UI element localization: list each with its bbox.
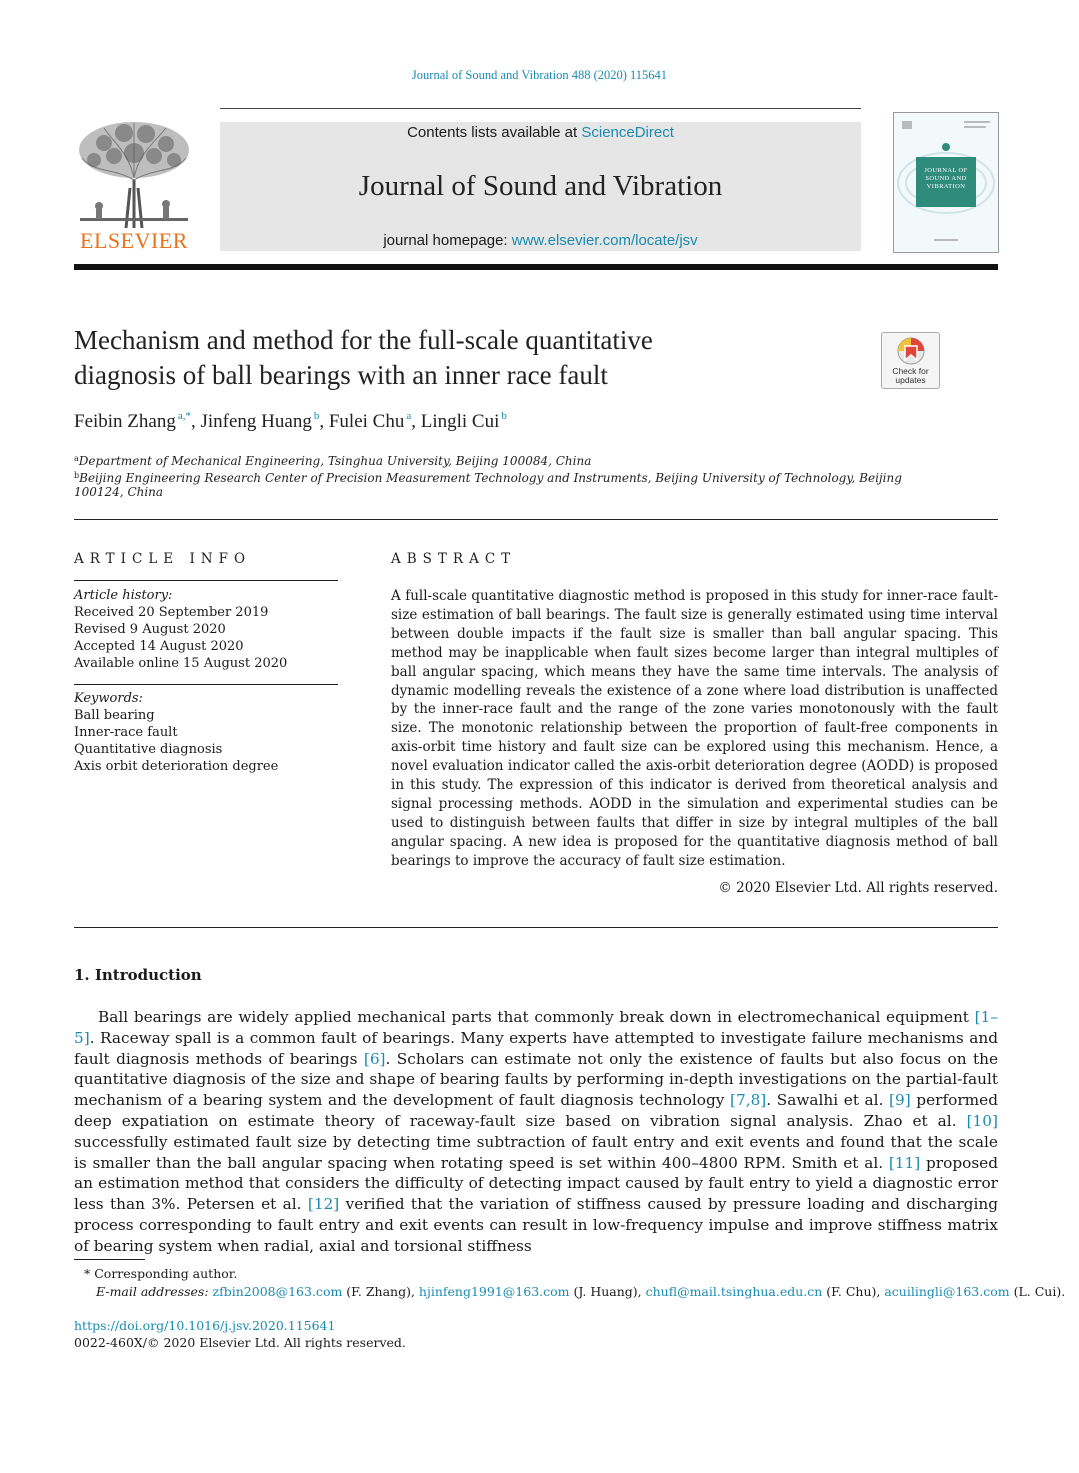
crossmark-line-2: updates [895, 375, 926, 385]
author[interactable]: Feibin Zhang $^{a,*}$ [74, 410, 191, 432]
citation-link[interactable]: [1–5] [74, 1008, 998, 1047]
article-info-heading: ARTICLE INFO [74, 551, 252, 567]
email-addresses [96, 1284, 1065, 1299]
intro-text-run: performed deep expatiation on estimate theory of raceway-fault size based on vibration signal analysis. Zhao et al. [74, 1091, 998, 1130]
keywords [74, 690, 278, 775]
intro-text-run: proposed an estimation method that considers the difficulty of detecting impact caused by fault entry to yield a diagnostic error less than 3%. Petersen et al. [74, 1153, 999, 1214]
keywords-label: Keywords: [74, 691, 143, 706]
affil-mark: a [74, 454, 79, 463]
elsevier-logo [74, 118, 194, 254]
title-line-2: diagnosis of ball bearings with an inner race fault [74, 360, 608, 390]
issn-copyright: 0022-460X/© 2020 Elsevier Ltd. All rights reserved. [74, 1335, 406, 1350]
journal-cover-thumbnail[interactable] [893, 112, 999, 253]
email-owner: (F. Chu), [822, 1284, 885, 1299]
citation-link[interactable]: [6] [363, 1049, 386, 1068]
footnote-rule [74, 1259, 145, 1260]
crossmark-line-1: Check for [892, 366, 929, 376]
history-label: Article history: [74, 588, 173, 603]
article-info-rule [74, 580, 338, 581]
paper-title [74, 323, 834, 393]
top-rule [220, 108, 861, 109]
citation-link[interactable]: [11] [888, 1153, 921, 1172]
affil-text: Department of Mechanical Engineering, Tsinghua University, Beijing 100084, China [78, 454, 592, 468]
author-affil-mark[interactable]: b [501, 410, 507, 422]
history-received: Received 20 September 2019 [74, 605, 269, 620]
keyword-item: Quantitative diagnosis [74, 742, 223, 757]
journal-name: Journal of Sound and Vibration [358, 170, 723, 202]
email-owner: (J. Huang), [569, 1284, 646, 1299]
intro-text-run: Ball bearings are widely applied mechanical parts that commonly break down in electromechanical equipment [98, 1008, 975, 1026]
intro-text-run: . Scholars can estimate not only the existence of faults but also focus on the quantitative diagnosis of the size and shape of bearing faults by performing in-depth investigations on the partial-fault mechanism of a bearing system and the development of fault diagnosis technology [74, 1049, 998, 1110]
intro-text-run: . Sawalhi et al. [766, 1091, 890, 1110]
affil-mark: b [74, 471, 80, 480]
intro-text-run: . Raceway spall is a common fault of bearings. Many experts have attempted to investigate failure mechanisms and fault diagnosis methods of bearings [74, 1028, 998, 1068]
affiliation-b-cont [74, 484, 163, 501]
citation-link[interactable]: [10] [966, 1111, 998, 1130]
header-thick-rule [74, 264, 998, 270]
intro-text-run: verified that the variation of stiffness caused by pressure loading and discharging process corresponding to fault entry and exit events can result in low-frequency impulse and improve stiffness matrix of bearing system when radial, axial and torsional stiffness [74, 1195, 998, 1255]
crossmark-icon [896, 336, 926, 366]
keyword-item: Inner-race fault [74, 725, 178, 740]
intro-heading: 1. Introduction [74, 966, 202, 984]
doi-link[interactable]: https://doi.org/10.1016/j.jsv.2020.115641 [74, 1318, 336, 1333]
running-head[interactable]: Journal of Sound and Vibration 488 (2020) 115641 [411, 68, 668, 82]
contents-line [220, 124, 861, 141]
keyword-item: Ball bearing [74, 708, 155, 723]
elsevier-tree-icon [74, 118, 194, 230]
check-for-updates-button[interactable] [881, 332, 940, 389]
cover-line-2: SOUND AND [925, 175, 967, 182]
sciencedirect-link[interactable]: ScienceDirect [581, 124, 674, 141]
email-link[interactable]: acuilingli@163.com [884, 1284, 1010, 1299]
affil-text: Beijing Engineering Research Center of Precision Measurement Technology and Instruments, Beijing University of Technology, Beijing [79, 471, 902, 485]
abstract-copyright: © 2020 Elsevier Ltd. All rights reserved. [718, 880, 998, 896]
author-affil-mark[interactable]: b [313, 410, 320, 422]
cover-line-1: JOURNAL OF [924, 167, 968, 174]
intro-text-run: successfully estimated fault size by detecting time subtraction of fault entry and exit events and found that the scale is smaller than the ball angular spacing when rotating speed is set within 400–4800 RPM. Smith et al. [74, 1132, 998, 1172]
email-link[interactable]: chufl@mail.tsinghua.edu.cn [645, 1284, 823, 1299]
email-link[interactable]: zfbin2008@163.com [212, 1284, 343, 1299]
abstract-text: A full-scale quantitative diagnostic method is proposed in this study for inner-race fault-size estimation of ball bearings. The fault size is generally estimated using time interval between double impacts if the fault size is smaller than ball angular spacing. This method may be inapplicable when fault sizes become larger than integral multiples of ball angular spacing, which means they have the same time intervals. The analysis of dynamic modelling reveals the existence of a zone where load distribution is unaffected by the inner-race fault and the range of the zone varies monotonously with the fault size. The monotonic relationship between the proportion of fault-free components in axis-orbit time history and fault size can be explored using this mechanism. Hence, a novel evaluation indicator called the axis-orbit deterioration degree (AODD) is proposed in this study. The expression of this indicator is derived from theoretical analysis and signal processing methods. AODD in the simulation and experimental studies can be used to distinguish between faults that differ in size by integral multiples of the ball angular spacing. A new idea is proposed for the quantitative diagnosis method of ball bearings to improve the accuracy of fault size estimation. [391, 588, 998, 869]
email-owner: (F. Zhang), [342, 1284, 419, 1299]
journal-banner [220, 122, 861, 251]
abstract-rule [74, 927, 998, 928]
author-affil-mark[interactable]: a,* [177, 410, 191, 422]
homepage-link[interactable]: www.elsevier.com/locate/jsv [511, 232, 698, 249]
abstract-heading: ABSTRACT [391, 551, 517, 567]
contents-prefix: Contents lists available at [407, 124, 578, 141]
author[interactable]: Fulei Chu $^a$ [328, 410, 412, 432]
homepage-line [220, 232, 861, 249]
article-history [74, 587, 287, 672]
intro-paragraph [74, 1007, 998, 1257]
affil-text: 100124, China [74, 485, 164, 499]
author[interactable]: Lingli Cui $^b$ [420, 410, 507, 432]
author-affil-mark[interactable]: a [406, 410, 412, 422]
email-link[interactable]: hjinfeng1991@163.com [418, 1284, 570, 1299]
citation-link[interactable]: [7,8] [730, 1091, 767, 1110]
history-online: Available online 15 August 2020 [74, 656, 288, 671]
homepage-prefix: journal homepage: [383, 232, 508, 249]
author-list: Feibin Zhang $^{a,*}$, Jinfeng Huang $^b$, Fulei Chu $^a$, Lingli Cui $^b$ [74, 410, 507, 432]
keyword-item: Axis orbit deterioration degree [74, 759, 279, 774]
elsevier-wordmark: ELSEVIER [80, 228, 188, 253]
citation-link[interactable]: [12] [307, 1195, 340, 1214]
history-revised: Revised 9 August 2020 [74, 622, 226, 637]
affiliation-b [74, 467, 902, 487]
affil-rule [74, 519, 998, 520]
email-label: E-mail addresses: [96, 1284, 209, 1299]
author[interactable]: Jinfeng Huang $^b$ [200, 410, 320, 432]
cover-line-3: VIBRATION [926, 183, 966, 190]
corresponding-author-note: * Corresponding author. [84, 1266, 238, 1281]
keywords-rule [74, 684, 338, 685]
title-line-1: Mechanism and method for the full-scale quantitative [74, 325, 653, 355]
email-owner: (L. Cui). [1009, 1284, 1066, 1299]
history-accepted: Accepted 14 August 2020 [74, 639, 244, 654]
cover-title-box [916, 157, 976, 207]
citation-link[interactable]: [9] [889, 1091, 911, 1110]
crossmark-label [882, 367, 939, 385]
